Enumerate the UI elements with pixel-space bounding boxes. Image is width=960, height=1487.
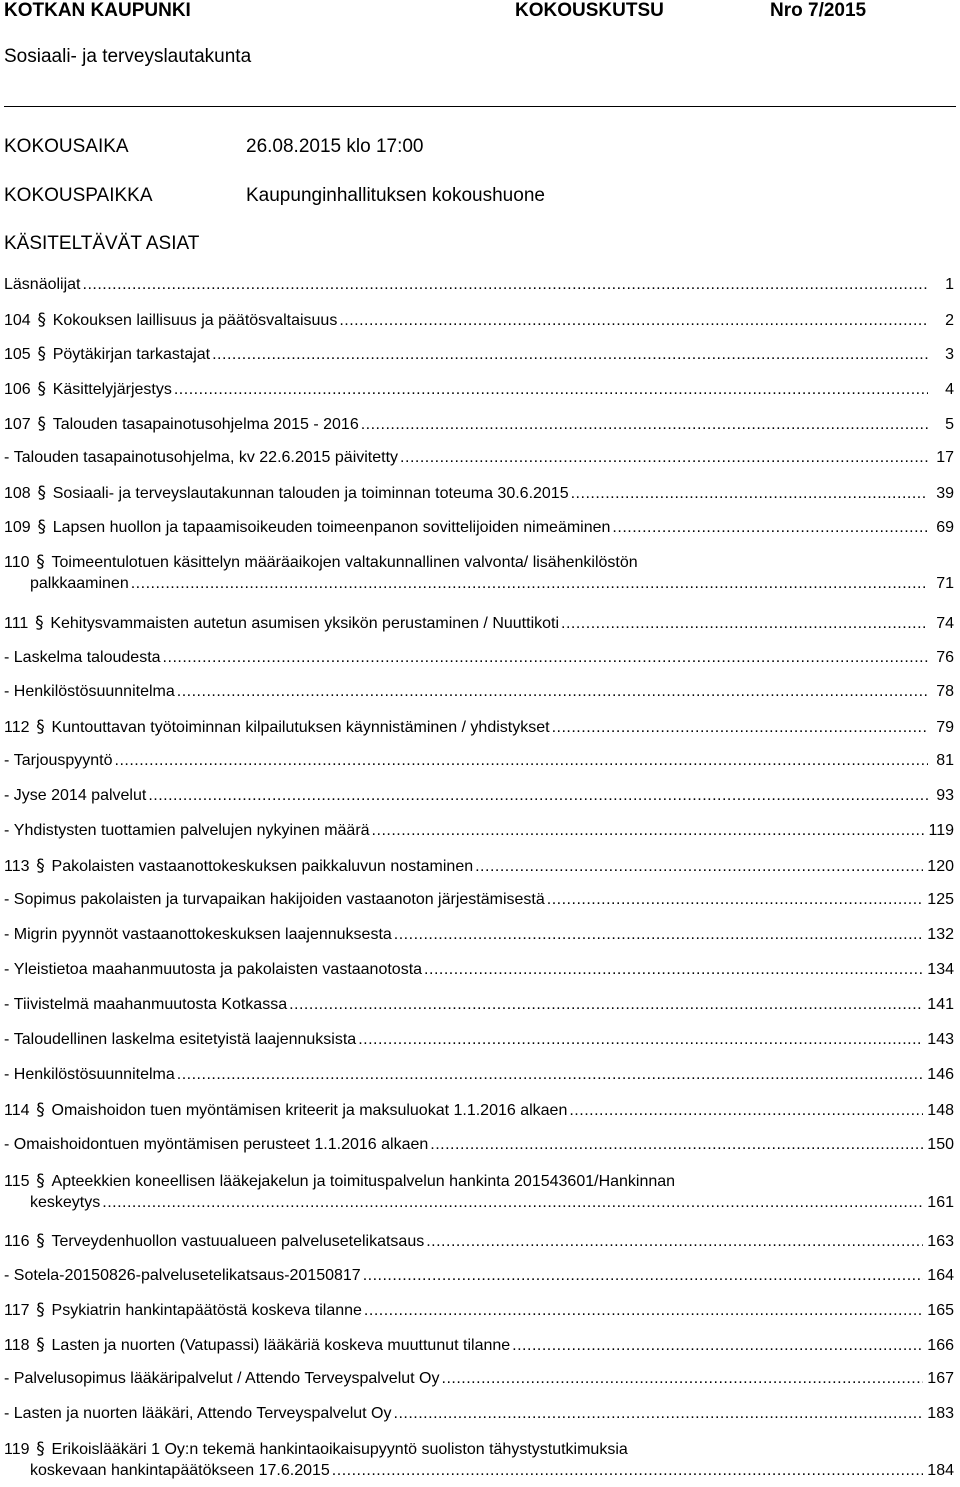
attachment-dash: - [4,1370,10,1387]
leader-dots [394,924,924,946]
section-sign-icon: § [36,1439,45,1459]
attachment-dash: - [4,1267,10,1284]
item-title[interactable]: Talouden tasapainotusohjelma, kv 22.6.2015 päivitetty [13,449,399,466]
item-title[interactable]: Jyse 2014 palvelut [13,787,147,804]
meeting-time-label: KOKOUSAIKA [4,136,129,157]
item-number: 106 [4,381,31,398]
attachment-dash: - [4,683,10,700]
page-number: 167 [927,1370,954,1387]
attachment-dash: - [4,961,10,978]
item-title[interactable]: Pakolaisten vastaanottokeskuksen paikkaluvun nostaminen [51,858,474,875]
item-number: 114 [4,1102,30,1119]
leader-dots [561,613,928,635]
agenda-item[interactable] [4,1438,954,1482]
leader-dots [400,447,928,469]
item-title[interactable]: Taloudellinen laskelma esitetyistä laajennuksista [13,1031,357,1048]
item-number: 107 [4,416,31,433]
page-number: 39 [936,485,954,502]
item-title[interactable]: Lapsen huollon ja tapaamisoikeuden toimeenpanon sovittelijoiden nimeäminen [52,519,611,536]
attachment-dash: - [4,1066,10,1083]
attachment-dash: - [4,1405,10,1422]
leader-dots [569,1100,923,1122]
section-sign-icon: § [36,1100,45,1120]
agenda-item[interactable] [4,1265,954,1287]
agenda-item[interactable] [4,413,954,435]
leader-dots [547,889,924,911]
item-title[interactable]: Käsittelyjärjestys [52,381,172,398]
agenda-item[interactable] [4,681,954,703]
item-number: 113 [4,858,30,875]
item-title[interactable]: Läsnäolijat [4,276,81,293]
item-title-continued[interactable]: koskevaan hankintapäätökseen 17.6.2015 [30,1462,330,1479]
item-title[interactable]: Kuntouttavan työtoiminnan kilpailutuksen käynnistäminen / yhdistykset [51,719,550,736]
item-title[interactable]: Apteekkien koneellisen lääkejakelun ja toimituspalvelun hankinta 201543601/Hankinnan [51,1173,676,1190]
agenda-item[interactable] [4,1099,954,1121]
section-sign-icon: § [35,613,44,633]
item-title[interactable]: Henkilöstösuunnitelma [13,1066,175,1083]
agenda-item[interactable] [4,447,954,469]
item-number: 104 [4,312,31,329]
agenda-item[interactable] [4,1170,954,1214]
leader-dots [148,785,928,807]
page-number: 183 [927,1405,954,1422]
page-number: 184 [927,1462,954,1479]
agenda-item[interactable] [4,1134,954,1156]
item-number: 109 [4,519,31,536]
leader-dots [552,717,928,739]
agenda-item[interactable] [4,551,954,595]
leader-dots [430,1134,923,1156]
leader-dots [394,1403,924,1425]
leader-dots [174,379,928,401]
page-number: 166 [927,1337,954,1354]
meeting-place-label: KOKOUSPAIKKA [4,185,153,206]
item-title[interactable]: Lasten ja nuorten (Vatupassi) lääkäriä koskeva muuttunut tilanne [51,1337,511,1354]
attachment-dash: - [4,926,10,943]
city-name: KOTKAN KAUPUNKI [4,0,191,21]
agenda-item[interactable] [4,274,954,296]
item-title[interactable]: Lasten ja nuorten lääkäri, Attendo Terveyspalvelut Oy [13,1405,392,1422]
attachment-dash: - [4,649,10,666]
agenda-item[interactable] [4,378,954,400]
leader-dots [102,1192,923,1214]
item-title[interactable]: Talouden tasapainotusohjelma 2015 - 2016 [52,416,359,433]
item-title[interactable]: Toimeentulotuen käsittelyn määräaikojen valtakunnallinen valvonta/ lisähenkilöstön [51,554,638,571]
section-sign-icon: § [37,379,46,399]
leader-dots [332,1460,924,1482]
leader-dots [177,681,928,703]
meeting-place-value: Kaupunginhallituksen kokoushuone [246,185,545,206]
section-sign-icon: § [37,310,46,330]
agenda-item[interactable] [4,1064,954,1086]
page-number: 132 [927,926,954,943]
leader-dots [115,750,929,772]
agenda-item[interactable] [4,647,954,669]
page-number: 134 [927,961,954,978]
page-number: 161 [927,1194,954,1211]
item-number: 115 [4,1173,30,1190]
page-number: 78 [936,683,954,700]
item-title[interactable]: Migrin pyynnöt vastaanottokeskuksen laajennuksesta [13,926,392,943]
item-title[interactable]: Yleistietoa maahanmuutosta ja pakolaisten vastaanotosta [13,961,423,978]
agenda-item[interactable] [4,750,954,772]
item-title[interactable]: Pöytäkirjan tarkastajat [52,346,211,363]
section-sign-icon: § [37,483,46,503]
page-number: 17 [936,449,954,466]
page-number: 69 [936,519,954,536]
page-number: 146 [927,1066,954,1083]
item-title[interactable]: Terveydenhuollon vastuualueen palvelusetelikatsaus [51,1233,425,1250]
page-number: 93 [936,787,954,804]
agenda-item[interactable] [4,612,954,634]
page-number: 4 [945,381,954,398]
item-title[interactable]: Sosiaali- ja terveyslautakunnan talouden ja toiminnan toteuma 30.6.2015 [52,485,569,502]
section-sign-icon: § [37,344,46,364]
page-number: 1 [945,276,954,293]
agenda-item[interactable] [4,785,954,807]
item-number: 118 [4,1337,30,1354]
item-number: 105 [4,346,31,363]
item-title[interactable]: Yhdistysten tuottamien palvelujen nykyinen määrä [13,822,370,839]
page-number: 3 [945,346,954,363]
leader-dots [364,1300,923,1322]
agenda-item[interactable] [4,959,954,981]
item-title[interactable]: Erikoislääkäri 1 Oy:n tekemä hankintaoikaisupyyntö suoliston tähystystutkimuksia [51,1441,628,1458]
item-title-continued[interactable]: keskeytys [30,1194,101,1211]
leader-dots [424,959,923,981]
agenda-item[interactable] [4,482,954,504]
page-number: 71 [936,575,954,592]
leader-dots [475,856,923,878]
item-title[interactable]: Omaishoidon tuen myöntämisen kriteerit ja maksuluokat 1.1.2016 alkaen [51,1102,568,1119]
leader-dots [372,820,925,842]
section-title: KÄSITELTÄVÄT ASIAT [4,233,200,254]
meeting-number: Nro 7/2015 [770,0,867,21]
item-number: 112 [4,719,30,736]
agenda-item[interactable] [4,1368,954,1390]
agenda-item[interactable] [4,1334,954,1356]
agenda-item[interactable] [4,1403,954,1425]
agenda-item[interactable] [4,309,954,331]
item-title[interactable]: Kehitysvammaisten autetun asumisen yksikön perustaminen / Nuuttikoti [50,615,560,632]
document-type: KOKOUSKUTSU [515,0,664,21]
item-title[interactable]: Tarjouspyyntö [13,752,113,769]
page-number: 5 [945,416,954,433]
section-sign-icon: § [36,552,45,572]
item-title[interactable]: Kokouksen laillisuus ja päätösvaltaisuus [52,312,338,329]
attachment-dash: - [4,1031,10,1048]
leader-dots [358,1029,923,1051]
page-number: 74 [936,615,954,632]
agenda-item[interactable] [4,1029,954,1051]
leader-dots [177,1064,924,1086]
leader-dots [612,517,928,539]
leader-dots [361,414,928,436]
attachment-dash: - [4,449,10,466]
attachment-dash: - [4,752,10,769]
item-title[interactable]: Omaishoidontuen myöntämisen perusteet 1.1.2016 alkaen [13,1136,429,1153]
item-title[interactable]: Tiivistelmä maahanmuutosta Kotkassa [13,996,288,1013]
committee-name: Sosiaali- ja terveyslautakunta [4,46,252,67]
page-number: 163 [927,1233,954,1250]
item-title-continued[interactable]: palkkaaminen [30,575,129,592]
leader-dots [512,1335,923,1357]
page-number: 120 [927,858,954,875]
agenda-item[interactable] [4,924,954,946]
page-number: 164 [927,1267,954,1284]
section-sign-icon: § [37,414,46,434]
agenda-item[interactable] [4,516,954,538]
page-number: 81 [936,752,954,769]
page-number: 141 [927,996,954,1013]
item-number: 117 [4,1302,30,1319]
attachment-dash: - [4,822,10,839]
item-title[interactable]: Laskelma taloudesta [13,649,161,666]
leader-dots [212,344,928,366]
page-number: 2 [945,312,954,329]
page-number: 76 [936,649,954,666]
leader-dots [363,1265,924,1287]
agenda-item[interactable] [4,889,954,911]
leader-dots [426,1231,923,1253]
leader-dots [131,573,928,595]
leader-dots [83,274,929,296]
page-number: 165 [927,1302,954,1319]
attachment-dash: - [4,891,10,908]
leader-dots [339,310,928,332]
item-title[interactable]: Henkilöstösuunnitelma [13,683,175,700]
section-sign-icon: § [36,1335,45,1355]
leader-dots [163,647,928,669]
agenda-item[interactable] [4,343,954,365]
meeting-time-value: 26.08.2015 klo 17:00 [246,136,424,157]
item-number: 110 [4,554,30,571]
agenda-item[interactable] [4,1299,954,1321]
agenda-item[interactable] [4,716,954,738]
section-sign-icon: § [36,1300,45,1320]
attachment-dash: - [4,787,10,804]
leader-dots [289,994,923,1016]
section-sign-icon: § [36,1231,45,1251]
page-number: 148 [927,1102,954,1119]
leader-dots [571,483,928,505]
item-title[interactable]: Psykiatrin hankintapäätöstä koskeva tilanne [51,1302,362,1319]
item-number: 111 [4,615,29,632]
page-number: 119 [928,822,954,839]
section-sign-icon: § [36,1171,45,1191]
agenda-item[interactable] [4,855,954,877]
page-number: 125 [927,891,954,908]
item-number: 116 [4,1233,30,1250]
section-sign-icon: § [37,517,46,537]
page-number: 150 [927,1136,954,1153]
agenda-item[interactable] [4,820,954,842]
page-number: 79 [936,719,954,736]
section-sign-icon: § [36,717,45,737]
item-title[interactable]: Palvelusopimus lääkäripalvelut / Attendo Terveyspalvelut Oy [13,1370,440,1387]
page-number: 143 [927,1031,954,1048]
leader-dots [442,1368,924,1390]
item-title[interactable]: Sopimus pakolaisten ja turvapaikan hakijoiden vastaanoton järjestämisestä [13,891,545,908]
attachment-dash: - [4,996,10,1013]
section-sign-icon: § [36,856,45,876]
attachment-dash: - [4,1136,10,1153]
item-title[interactable]: Sotela-20150826-palvelusetelikatsaus-20150817 [13,1267,361,1284]
item-number: 119 [4,1441,30,1458]
agenda-item[interactable] [4,1230,954,1252]
item-number: 108 [4,485,31,502]
agenda-item[interactable] [4,994,954,1016]
